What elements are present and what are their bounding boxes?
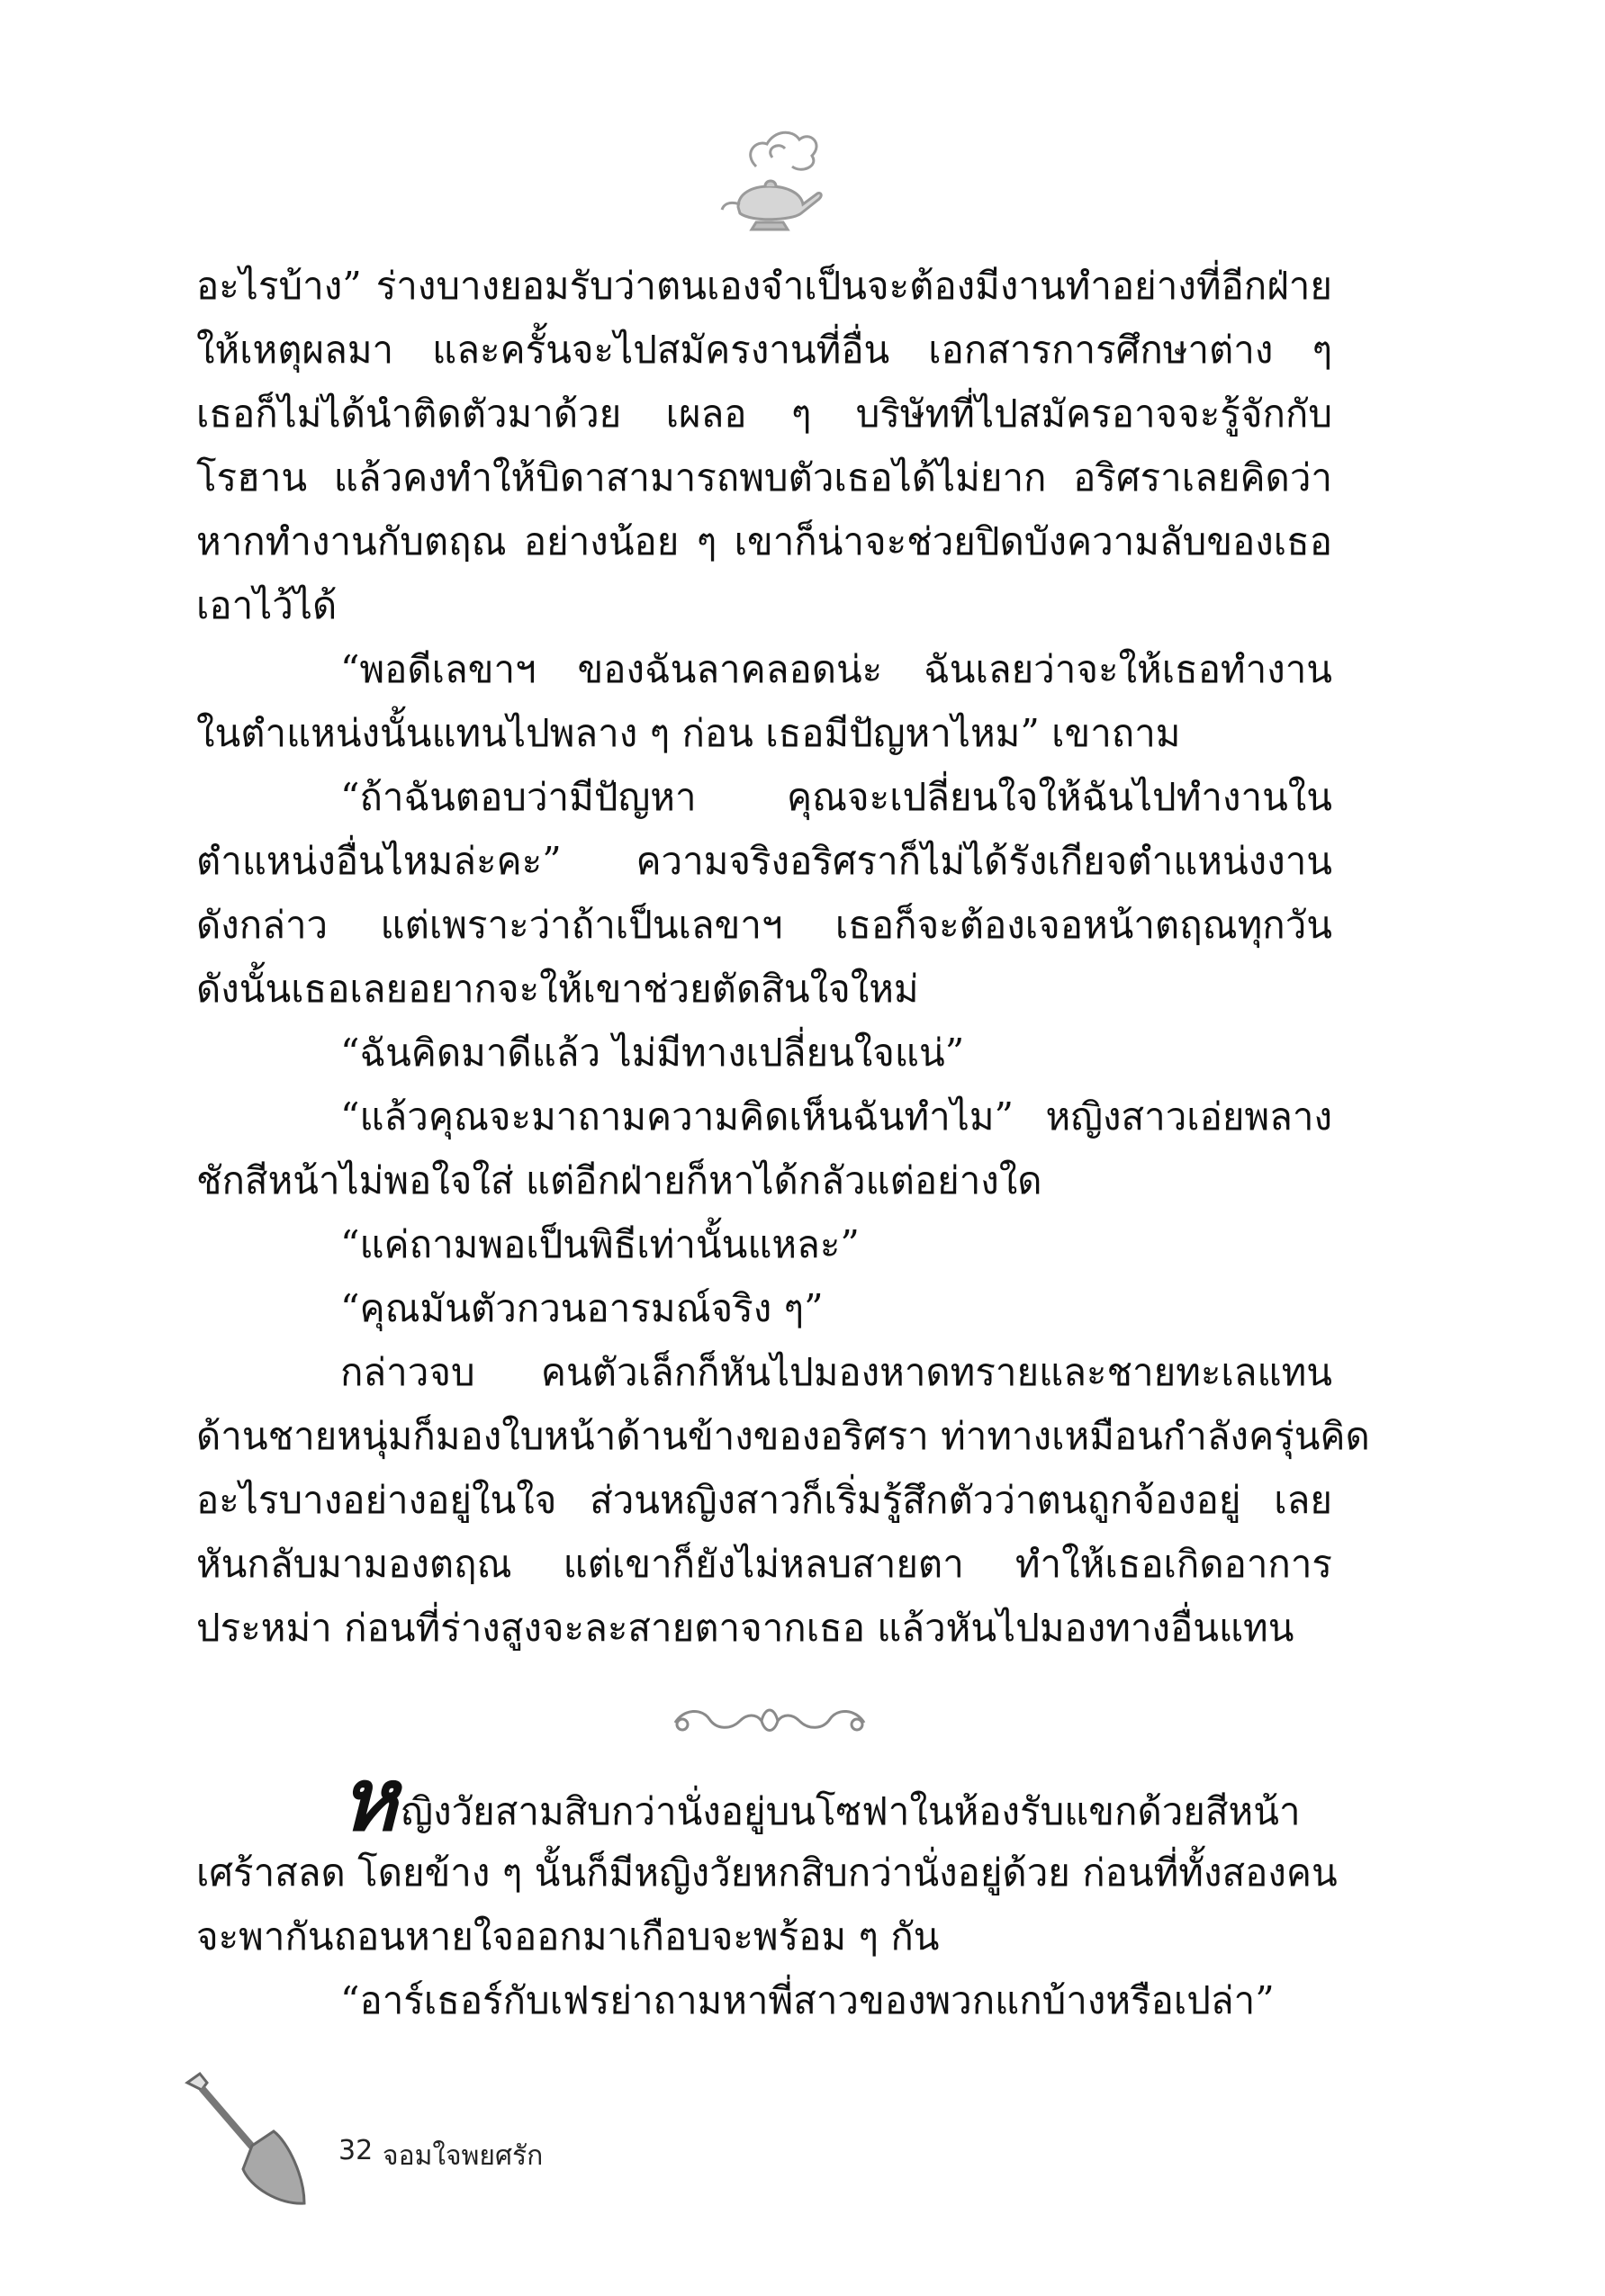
first-line-text: ญิงวัยสามสิบกว่านั่งอยู่บนโซฟาในห้องรับแขกด้วยสีหน้า bbox=[401, 1789, 1301, 1833]
text-line: ด้านชายหนุ่มก็มองใบหน้าด้านข้างของอริศรา ท่าทางเหมือนกำลังครุ่นคิด bbox=[196, 1414, 1370, 1458]
page-footer bbox=[180, 2070, 720, 2214]
text-line: “อาร์เธอร์กับเฟรย่าถามหาพี่สาวของพวกแกบ้างหรือเปล่า” bbox=[340, 1978, 1275, 2022]
text-line: อะไรบางอย่างอยู่ในใจ ส่วนหญิงสาวก็เริ่มรู้สึกตัวว่าตนถูกจ้องอยู่ เลย bbox=[196, 1478, 1332, 1522]
text-line: จะพากันถอนหายใจออกมาเกือบจะพร้อม ๆ กัน bbox=[196, 1914, 940, 1958]
text-line: ให้เหตุผลมา และครั้นจะไปสมัครงานที่อื่น เอกสารการศึกษาต่าง ๆ bbox=[196, 328, 1332, 372]
text-line: โรฮาน แล้วคงทำให้บิดาสามารถพบตัวเธอได้ไม่ยาก อริศราเลยคิดว่า bbox=[196, 455, 1332, 500]
text-line: ในตำแหน่งนั้นแทนไปพลาง ๆ ก่อน เธอมีปัญหาไหม” เขาถาม bbox=[196, 711, 1181, 755]
chapter-text bbox=[196, 254, 1370, 1660]
drop-cap: ห bbox=[340, 1749, 398, 1850]
dropcap-line bbox=[196, 1749, 1332, 1850]
section-two-text bbox=[196, 1749, 1338, 2032]
shovel-icon bbox=[180, 2070, 315, 2210]
text-line: ประหม่า ก่อนที่ร่างสูงจะละสายตาจากเธอ แล้วหันไปมองทางอื่นแทน bbox=[196, 1606, 1294, 1650]
page-number: 32 bbox=[338, 2135, 374, 2166]
text-line: “คุณมันตัวกวนอารมณ์จริง ๆ” bbox=[340, 1286, 824, 1330]
book-title: จอมใจพยศรัก bbox=[383, 2140, 544, 2172]
text-line: “ถ้าฉันตอบว่ามีปัญหา คุณจะเปลี่ยนใจให้ฉันไปทำงานใน bbox=[340, 775, 1332, 819]
text-line: อะไรบ้าง” ร่างบางยอมรับว่าตนเองจำเป็นจะต้องมีงานทำอย่างที่อีกฝ่าย bbox=[196, 264, 1332, 308]
lamp-ornament-icon bbox=[702, 104, 837, 239]
text-line: “แค่ถามพอเป็นพิธีเท่านั้นแหละ” bbox=[340, 1222, 860, 1266]
text-line: ดังนั้นเธอเลยอยากจะให้เขาช่วยตัดสินใจใหม่ bbox=[196, 967, 919, 1011]
text-line: หากทำงานกับตฤณ อย่างน้อย ๆ เขาก็น่าจะช่วยปิดบังความลับของเธอ bbox=[196, 519, 1332, 563]
text-line: หันกลับมามองตฤณ แต่เขาก็ยังไม่หลบสายตา ทำให้เธอเกิดอาการ bbox=[196, 1542, 1332, 1586]
text-line: “แล้วคุณจะมาถามความคิดเห็นฉันทำไม” หญิงสาวเอ่ยพลาง bbox=[340, 1094, 1332, 1139]
text-line: เศร้าสลด โดยข้าง ๆ นั้นก็มีหญิงวัยหกสิบกว่านั่งอยู่ด้วย ก่อนที่ทั้งสองคน bbox=[196, 1850, 1338, 1895]
text-line: เธอก็ไม่ได้นำติดตัวมาด้วย เผลอ ๆ บริษัทที่ไปสมัครอาจจะรู้จักกับ bbox=[196, 392, 1332, 436]
text-line: กล่าวจบ คนตัวเล็กก็หันไปมองหาดทรายและชายทะเลแทน bbox=[340, 1350, 1332, 1394]
text-line: ชักสีหน้าไม่พอใจใส่ แต่อีกฝ่ายก็หาได้กลัวแต่อย่างใด bbox=[196, 1158, 1042, 1202]
text-line: “ฉันคิดมาดีแล้ว ไม่มีทางเปลี่ยนใจแน่” bbox=[340, 1031, 965, 1075]
section-two-lines bbox=[196, 1841, 1338, 2032]
scroll-divider-icon bbox=[666, 1692, 873, 1746]
text-line: ตำแหน่งอื่นไหมล่ะคะ” ความจริงอริศราก็ไม่ได้รังเกียจตำแหน่งงาน bbox=[196, 839, 1332, 883]
text-line: “พอดีเลขาฯ ของฉันลาคลอดน่ะ ฉันเลยว่าจะให้เธอทำงาน bbox=[340, 647, 1332, 691]
text-line: เอาไว้ได้ bbox=[196, 583, 338, 627]
text-line: ดังกล่าว แต่เพราะว่าถ้าเป็นเลขาฯ เธอก็จะต้องเจอหน้าตฤณทุกวัน bbox=[196, 903, 1332, 947]
